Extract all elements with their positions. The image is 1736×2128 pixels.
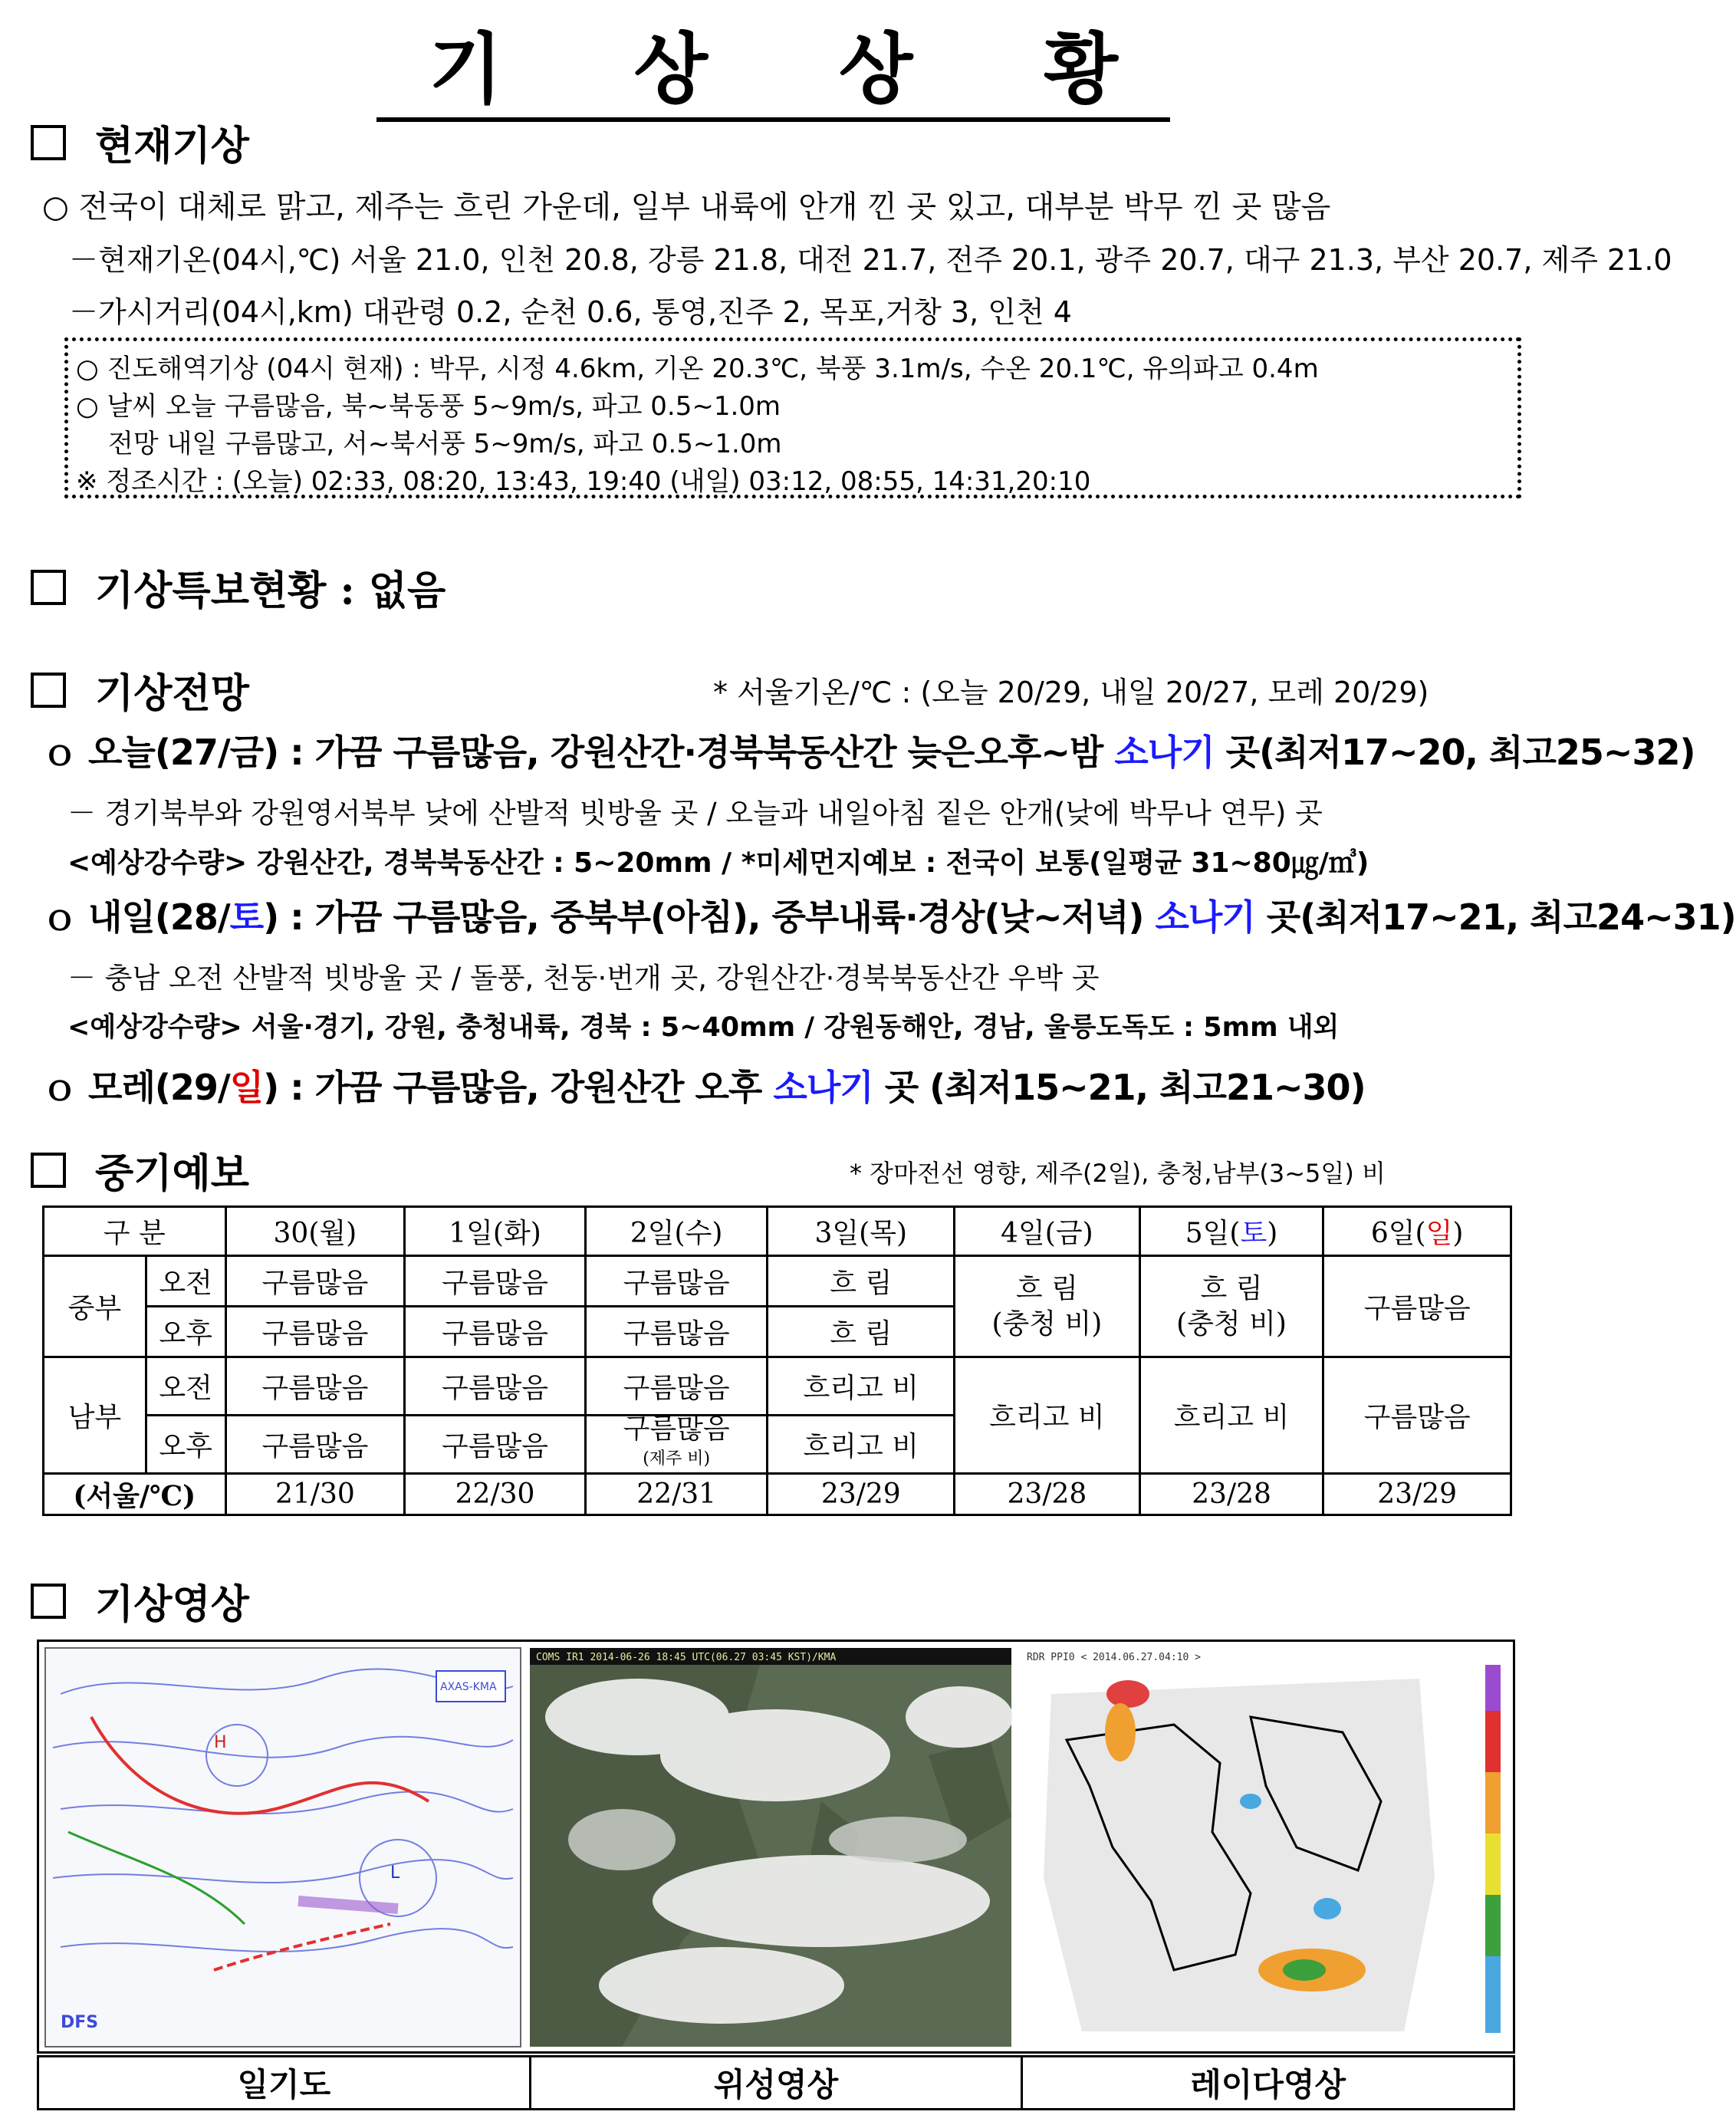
weather-chart-graphic (45, 1648, 521, 2047)
satellite-image (530, 1648, 1011, 2047)
caption-satellite: 위성영상 (531, 2057, 1024, 2108)
section-outlook (31, 661, 249, 719)
midterm-forecast-table (42, 1205, 1512, 1516)
table-cell: 구름많음 (405, 1307, 586, 1357)
period-label: 오후 (146, 1416, 225, 1474)
section-warnings (31, 558, 446, 616)
section-midterm (31, 1141, 249, 1199)
sea-forecast-today: ○ 날씨 오늘 구름많음, 북~북동풍 5~9m/s, 파고 0.5~1.0m (76, 391, 781, 422)
region-label: 중부 (44, 1256, 146, 1357)
table-cell: 구름많음 (1323, 1256, 1511, 1357)
checkbox-square-icon (31, 570, 66, 605)
table-cell: 구름많음 (585, 1256, 768, 1307)
section-current-weather (31, 113, 249, 171)
day-header: 2일(수) (585, 1207, 768, 1256)
table-cell: 구름많음 (405, 1256, 586, 1307)
region-label: 남부 (44, 1357, 146, 1474)
table-cell: 22/30 (405, 1474, 586, 1515)
table-cell: 구름많음 (제주 비) (585, 1416, 768, 1474)
forecast-tomorrow-rain: <예상강수량> 서울·경기, 강원, 충청내륙, 경북 : 5~40mm / 강원동해안, 경남, 울릉도독도 : 5mm 내외 (67, 1012, 1340, 1043)
table-cell: 흐리고 비 (768, 1416, 955, 1474)
seoul-label: (서울/℃) (44, 1474, 226, 1515)
seoul-temperature-outlook: * 서울기온/℃ : (오늘 20/29, 내일 20/27, 모레 20/29) (713, 676, 1429, 709)
section-heading: 기상전망 (95, 670, 249, 717)
table-cell: 구름많음 (225, 1307, 405, 1357)
table-cell: 흐리고 비 (955, 1357, 1140, 1474)
table-cell: 흐 림 (768, 1307, 955, 1357)
day-header: 4일(금) (955, 1207, 1140, 1256)
table-cell: 23/28 (955, 1474, 1140, 1515)
table-cell: 23/28 (1139, 1474, 1323, 1515)
section-heading: 중기예보 (95, 1150, 249, 1197)
table-cell: 22/31 (585, 1474, 768, 1515)
table-cell: 구름많음 (225, 1357, 405, 1416)
day-header: 1일(화) (405, 1207, 586, 1256)
sea-weather-box (64, 337, 1521, 498)
table-cell: 구름많음 (405, 1357, 586, 1416)
forecast-day-after: ｏ 모레(29/일) : 가끔 구름많음, 강원산간 오후 소나기 곳 (최저15~21, 최고21~30) (42, 1067, 1366, 1108)
table-cell: 구름많음 (405, 1416, 586, 1474)
image-captions (37, 2055, 1515, 2110)
table-header-row (44, 1207, 1511, 1256)
section-heading: 기상특보현황 : 없음 (95, 567, 446, 614)
table-cell: 흐 림 (768, 1256, 955, 1307)
table-cell: 21/30 (225, 1474, 405, 1515)
sea-forecast-tomorrow: 전망 내일 구름많고, 서~북서풍 5~9m/s, 파고 0.5~1.0m (108, 429, 782, 459)
table-cell: 23/29 (768, 1474, 955, 1515)
forecast-today-rain: <예상강수량> 강원산간, 경북북동산간 : 5~20mm / *미세먼지예보 : 전국이 보통(일평균 31~80㎍/㎥) (67, 847, 1369, 879)
svg-text:H: H (214, 1733, 227, 1752)
table-cell: 구름많음 (225, 1416, 405, 1474)
tide-times: ※ 정조시간 : (오늘) 02:33, 08:20, 13:43, 19:40 (내일) 03:12, 08:55, 14:31,20:10 (76, 466, 1091, 497)
table-cell: 흐리고 비 (1139, 1357, 1323, 1474)
section-heading: 기상영상 (95, 1581, 249, 1628)
period-label: 오후 (146, 1307, 225, 1357)
table-row (44, 1256, 1511, 1307)
day-header: 30(월) (225, 1207, 405, 1256)
midterm-note: * 장마전선 영향, 제주(2일), 충청,남부(3~5일) 비 (850, 1159, 1386, 1188)
period-label: 오전 (146, 1256, 225, 1307)
satellite-header: COMS IR1 2014-06-26 18:45 UTC(06.27 03:45 KST)/KMA (536, 1652, 837, 1663)
radar-image (1021, 1648, 1508, 2047)
weather-chart-image (45, 1648, 521, 2047)
table-cell: 구름많음 (585, 1307, 768, 1357)
table-cell: 흐 림 (충청 비) (1139, 1256, 1323, 1357)
page-title: 기 상 상 황 (0, 8, 1547, 118)
period-label: 오전 (146, 1357, 225, 1416)
checkbox-square-icon (31, 1584, 66, 1619)
day-header: 6일(일) (1323, 1207, 1511, 1256)
forecast-tomorrow: ｏ 내일(28/토) : 가끔 구름많음, 중북부(아침), 중부내륙·경상(낮~저녁) 소나기 곳(최저17~21, 최고24~31) (42, 896, 1736, 938)
checkbox-square-icon (31, 1153, 66, 1188)
caption-radar: 레이다영상 (1190, 2066, 1346, 2103)
table-row (44, 1357, 1511, 1416)
forecast-tomorrow-detail: － 충남 오전 산발적 빗방울 곳 / 돌풍, 천둥·번개 곳, 강원산간·경북북동산간 우박 곳 (67, 962, 1100, 995)
table-cell: 구름많음 (225, 1256, 405, 1307)
radar-header: RDR PPI0 < 2014.06.27.04:10 > (1027, 1652, 1201, 1663)
section-images (31, 1572, 249, 1630)
current-summary: ○ 전국이 대체로 맑고, 제주는 흐린 가운데, 일부 내륙에 안개 낀 곳 있고, 대부분 박무 낀 곳 많음 (42, 189, 1331, 225)
satellite-graphic (530, 1648, 1011, 2047)
radar-graphic (1021, 1648, 1508, 2047)
table-cell: 구름많음 (585, 1357, 768, 1416)
day-header: 3일(목) (768, 1207, 955, 1256)
checkbox-square-icon (31, 125, 66, 160)
table-row-seoul (44, 1474, 1511, 1515)
chart-label: DFS (61, 2013, 99, 2032)
table-cell: 흐리고 비 (768, 1357, 955, 1416)
header-label: 구 분 (44, 1207, 226, 1256)
current-temperatures: －현재기온(04시,℃) 서울 21.0, 인천 20.8, 강릉 21.8, 대전 21.7, 전주 20.1, 광주 20.7, 대구 21.3, 부산 20.7, 제주 21.0 (69, 243, 1672, 277)
forecast-today-detail: － 경기북부와 강원영서북부 낮에 산발적 빗방울 곳 / 오늘과 내일아침 짙은 안개(낮에 박무나 연무) 곳 (67, 797, 1323, 830)
day-header: 5일(토) (1139, 1207, 1323, 1256)
caption-weather-chart: 일기도 (39, 2057, 531, 2108)
section-heading: 현재기상 (95, 123, 249, 169)
checkbox-square-icon (31, 673, 66, 708)
svg-text:L: L (390, 1863, 400, 1883)
forecast-today: ｏ 오늘(27/금) : 가끔 구름많음, 강원산간·경북북동산간 늦은오후~밤 소나기 곳(최저17~20, 최고25~32) (42, 732, 1695, 773)
table-cell: 구름많음 (1323, 1357, 1511, 1474)
table-cell: 23/29 (1323, 1474, 1511, 1515)
table-cell: 흐 림 (충청 비) (955, 1256, 1140, 1357)
weather-images (37, 1640, 1515, 2054)
current-visibility: －가시거리(04시,km) 대관령 0.2, 순천 0.6, 통영,진주 2, 목포,거창 3, 인천 4 (69, 295, 1072, 329)
chart-badge: AXAS-KMA (440, 1681, 497, 1693)
sea-current: ○ 진도해역기상 (04시 현재) : 박무, 시정 4.6km, 기온 20.3℃, 북풍 3.1m/s, 수온 20.1℃, 유의파고 0.4m (76, 354, 1319, 384)
